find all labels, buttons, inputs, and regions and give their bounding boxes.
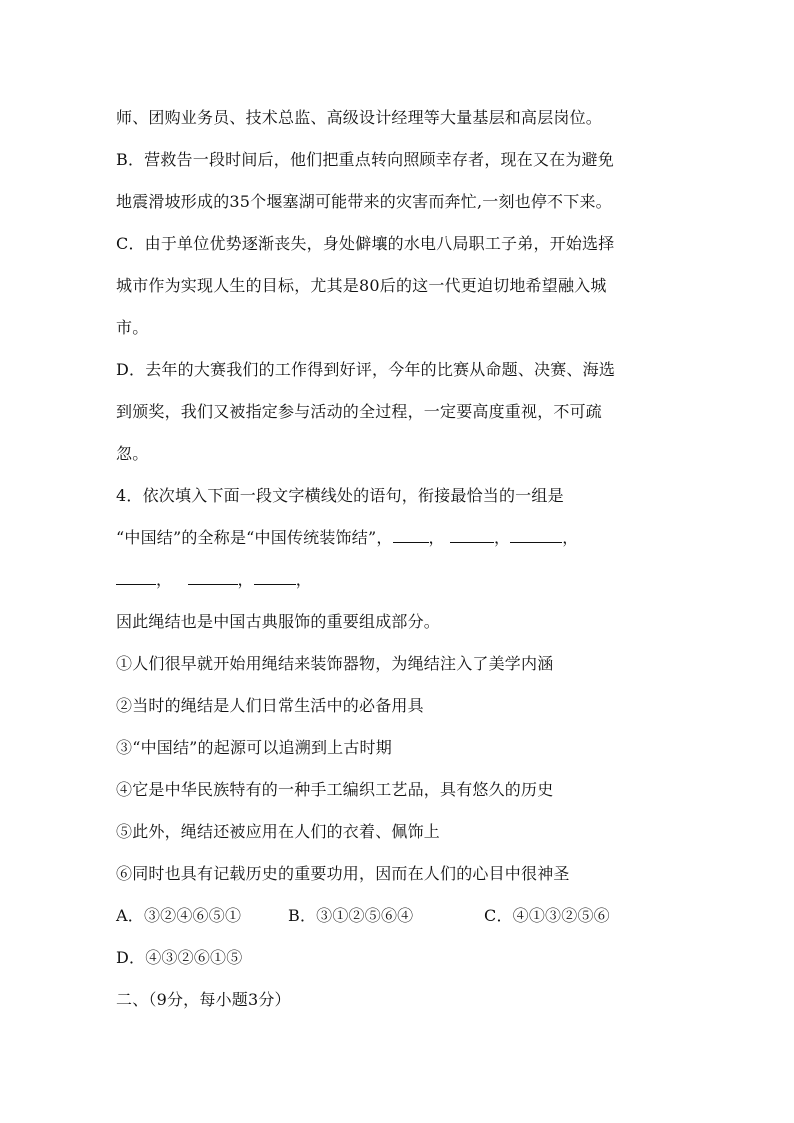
fill-blank[interactable] <box>254 570 296 585</box>
q4-item-1: ①人们很早就开始用绳结来装饰器物，为绳结注入了美学内涵 <box>116 654 554 673</box>
q4-item-2: ②当时的绳结是人们日常生活中的必备用具 <box>116 696 424 715</box>
fill-blank[interactable] <box>116 570 156 585</box>
q4-option-a[interactable]: A．③②④⑥⑤① <box>116 906 242 925</box>
q4-option-d[interactable]: D．④③②⑥①⑤ <box>116 948 243 967</box>
fill-blank[interactable] <box>188 570 238 585</box>
q4-item-4: ④它是中华民族特有的一种手工编织工艺品，具有悠久的历史 <box>116 780 554 799</box>
q3-option-d-line2: 到颁奖，我们又被指定参与活动的全过程，一定要高度重视，不可疏 <box>116 402 603 421</box>
separator: ， <box>156 570 178 589</box>
q4-passage-text: “中国结”的全称是“中国传统装饰结”， <box>116 528 393 547</box>
q4-item-3: ③“中国结”的起源可以追溯到上古时期 <box>116 738 392 757</box>
q3-option-c-line1: C．由于单位优势逐渐丧失，身处僻壤的水电八局职工子弟，开始选择 <box>116 234 615 253</box>
separator: ， <box>237 570 254 589</box>
q4-option-b[interactable]: B．③①②⑤⑥④ <box>288 906 414 925</box>
separator: ， <box>494 528 511 547</box>
q3-option-d-line3: 忽。 <box>116 444 149 463</box>
fill-blank[interactable] <box>510 528 562 543</box>
q4-passage-line1 <box>116 528 716 548</box>
q4-options-row <box>116 906 716 926</box>
q3-option-b-line2: 地震滑坡形成的35个堰塞湖可能带来的灾害而奔忙,一刻也停不下来。 <box>116 192 612 211</box>
fill-blank[interactable] <box>393 528 429 543</box>
q4-stem: 4．依次填入下面一段文字横线处的语句，衔接最恰当的一组是 <box>116 486 564 505</box>
fill-blank[interactable] <box>450 528 494 543</box>
separator: ， <box>562 528 579 547</box>
q3-option-a-continuation: 师、团购业务员、技术总监、高级设计经理等大量基层和高层岗位。 <box>116 108 603 127</box>
q4-option-c[interactable]: C．④①③②⑤⑥ <box>484 906 610 925</box>
q4-item-5: ⑤此外，绳结还被应用在人们的衣着、佩饰上 <box>116 822 441 841</box>
q3-option-c-line2: 城市作为实现人生的目标，尤其是80后的这一代更迫切地希望融入城 <box>116 276 607 295</box>
section-2-heading: 二、（9分，每小题3分） <box>116 990 291 1009</box>
q3-option-d-line1: D．去年的大赛我们的工作得到好评，今年的比赛从命题、决赛、海选 <box>116 360 616 379</box>
q4-item-6: ⑥同时也具有记载历史的重要功用，因而在人们的心目中很神圣 <box>116 864 570 883</box>
separator: ， <box>295 570 312 589</box>
q4-passage-line3: 因此绳结也是中国古典服饰的重要组成部分。 <box>116 612 441 631</box>
q4-passage-line2 <box>116 570 716 590</box>
separator: ， <box>428 528 451 547</box>
q3-option-b-line1: B．营救告一段时间后，他们把重点转向照顾幸存者，现在又在为避免 <box>116 150 614 169</box>
q3-option-c-line3: 市。 <box>116 318 149 337</box>
